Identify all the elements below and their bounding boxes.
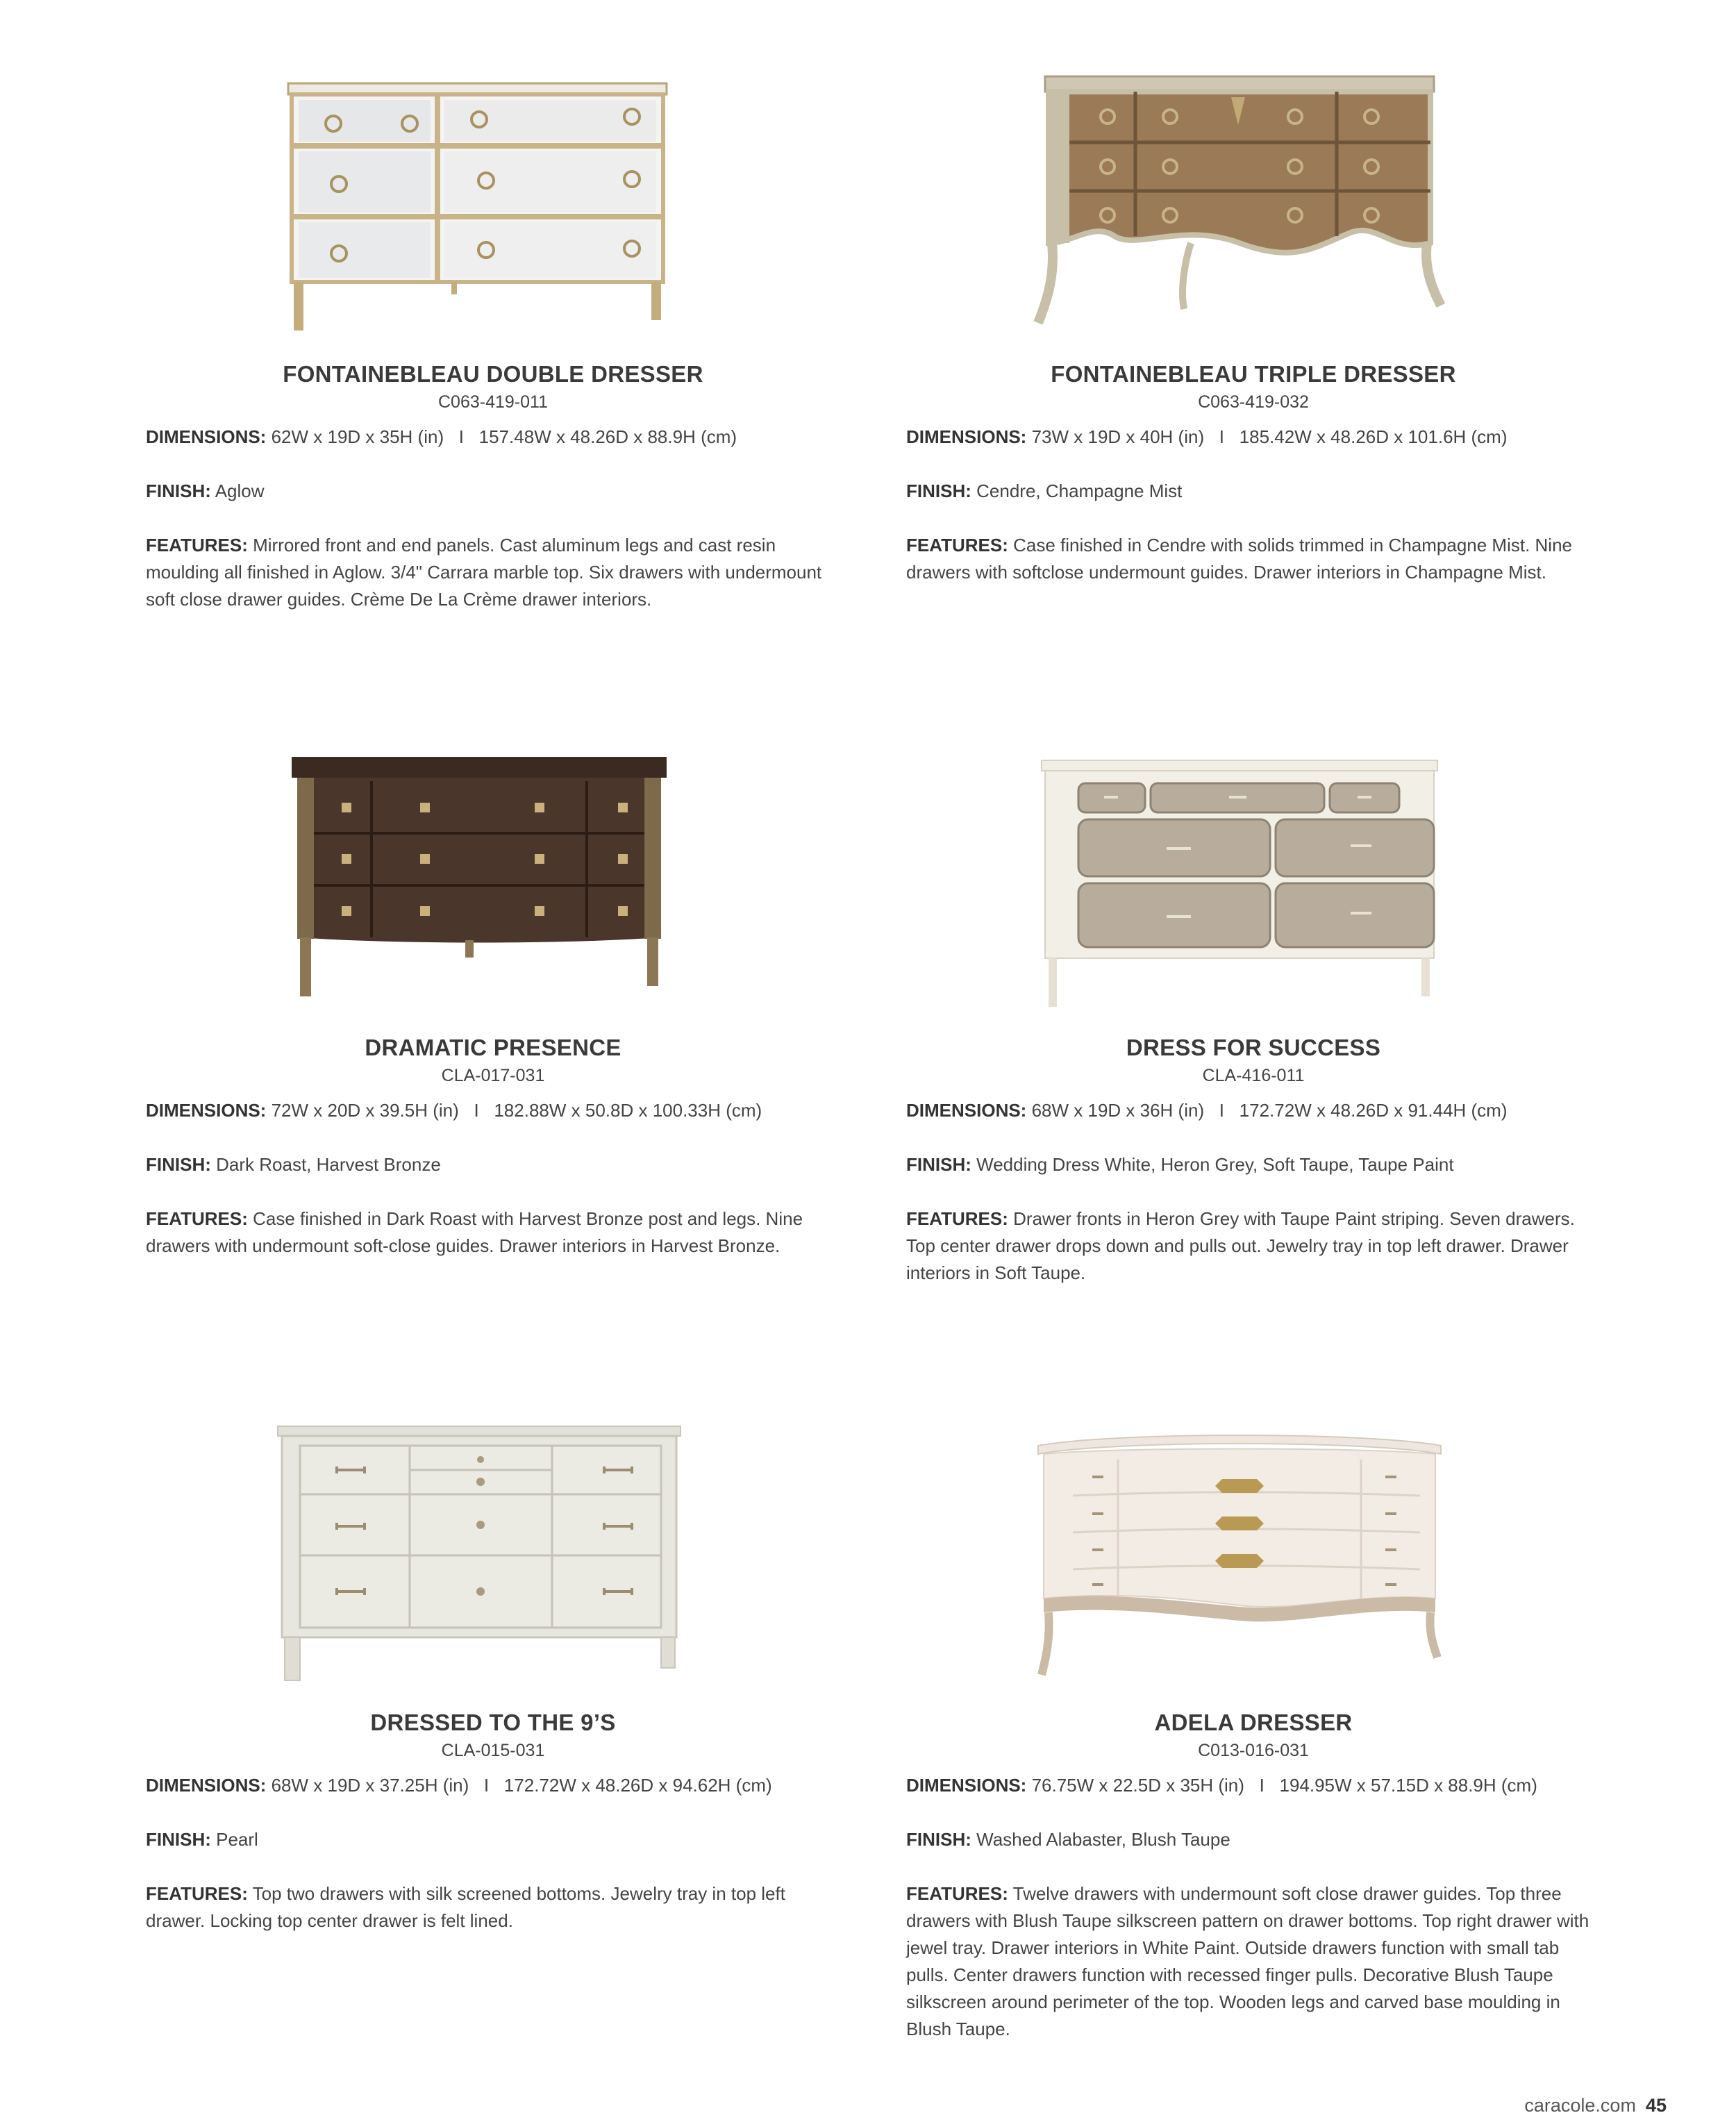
product-name: DRAMATIC PRESENCE <box>365 1035 621 1060</box>
product-dimensions <box>146 1097 840 1124</box>
product-features <box>906 1205 1601 1287</box>
features-value: Top two drawers with silk screened bottoms. Jewelry tray in top left drawer. Locking top center drawer is felt lined. <box>146 1883 785 1931</box>
features-value: Mirrored front and end panels. Cast aluminum legs and cast resin moulding all finished in Aglow. 3/4" Carrara marble top. Six drawers with undermount soft close drawer guides. Crème De La Crème drawer interiors. <box>146 535 822 610</box>
product-sku: C063-419-011 <box>438 392 548 412</box>
product-name: DRESSED TO THE 9’S <box>370 1710 616 1735</box>
product-sku: CLA-017-031 <box>441 1066 545 1085</box>
product-features <box>906 532 1601 586</box>
product-features <box>146 1880 840 1935</box>
finish-value: Aglow <box>215 481 265 501</box>
finish-value: Cendre, Champagne Mist <box>976 481 1183 501</box>
product-sku: CLA-015-031 <box>441 1741 545 1760</box>
features-label: FEATURES: <box>906 535 1008 555</box>
finish-label: FINISH: <box>906 1829 971 1850</box>
product-dimensions <box>146 1772 840 1799</box>
features-value: Case finished in Cendre with solids trimmed in Champagne Mist. Nine drawers with softclose undermount guides. Drawer interiors in Champagne Mist. <box>906 535 1573 583</box>
product-image <box>906 1362 1601 1689</box>
product-finish <box>906 1151 1601 1178</box>
dimensions-label: DIMENSIONS: <box>146 1100 267 1121</box>
finish-label: FINISH: <box>146 1829 211 1850</box>
dimensions-label: DIMENSIONS: <box>906 426 1027 447</box>
features-value: Twelve drawers with undermount soft close drawer guides. Top three drawers with Blush Taupe silkscreen pattern on drawer bottoms. Top right drawer with jewel tray. Drawer interiors in White Paint. Outside drawers function with small tab pulls. Center drawers function with recessed finger pulls. Decorative Blush Taupe silkscreen around perimeter of the top. Wooden legs and carved base moulding in Blush Taupe. <box>906 1883 1589 2039</box>
product-name: ADELA DRESSER <box>1154 1710 1353 1735</box>
product-name: FONTAINEBLEAU TRIPLE DRESSER <box>1051 361 1456 387</box>
product-sku: C013-016-031 <box>1198 1741 1309 1760</box>
page-footer <box>1524 2095 1667 2116</box>
product-image <box>146 687 840 1014</box>
product-finish <box>146 1826 840 1853</box>
finish-label: FINISH: <box>146 1154 211 1175</box>
finish-label: FINISH: <box>906 1154 971 1175</box>
product-finish <box>906 478 1601 505</box>
finish-value: Wedding Dress White, Heron Grey, Soft Taupe, Taupe Paint <box>976 1154 1454 1175</box>
product-image <box>906 687 1601 1014</box>
product-features <box>146 532 840 613</box>
product-name: FONTAINEBLEAU DOUBLE DRESSER <box>283 361 703 387</box>
features-value: Case finished in Dark Roast with Harvest Bronze post and legs. Nine drawers with undermount soft-close guides. Drawer interiors in Harvest Bronze. <box>146 1208 803 1256</box>
features-label: FEATURES: <box>906 1208 1008 1229</box>
finish-value: Pearl <box>216 1829 258 1850</box>
dimensions-label: DIMENSIONS: <box>906 1775 1027 1796</box>
dimensions-label: DIMENSIONS: <box>146 426 267 447</box>
dimensions-value: 73W x 19D x 40H (in) I 185.42W x 48.26D x 101.6H (cm) <box>1031 426 1508 447</box>
product-sku: CLA-416-011 <box>1202 1066 1305 1085</box>
features-label: FEATURES: <box>146 1883 248 1904</box>
dimensions-label: DIMENSIONS: <box>906 1100 1027 1121</box>
product-image <box>146 1362 840 1689</box>
finish-label: FINISH: <box>146 481 211 501</box>
product-image <box>146 14 840 340</box>
finish-value: Washed Alabaster, Blush Taupe <box>976 1829 1230 1850</box>
product-features <box>146 1205 840 1260</box>
finish-label: FINISH: <box>906 481 971 501</box>
page-number: 45 <box>1645 2095 1667 2116</box>
features-label: FEATURES: <box>146 535 248 555</box>
product-features <box>906 1880 1601 2043</box>
product-dimensions <box>906 1097 1601 1124</box>
product-dimensions <box>906 1772 1601 1799</box>
product-dimensions <box>906 424 1601 451</box>
product-finish <box>906 1826 1601 1853</box>
dimensions-value: 68W x 19D x 37.25H (in) I 172.72W x 48.26D x 94.62H (cm) <box>271 1775 772 1796</box>
product-dimensions <box>146 424 840 451</box>
dimensions-label: DIMENSIONS: <box>146 1775 267 1796</box>
dimensions-value: 72W x 20D x 39.5H (in) I 182.88W x 50.8D x 100.33H (cm) <box>271 1100 762 1121</box>
product-sku: C063-419-032 <box>1198 392 1309 412</box>
features-value: Drawer fronts in Heron Grey with Taupe Paint striping. Seven drawers. Top center drawer drops down and pulls out. Jewelry tray in top left drawer. Drawer interiors in Soft Taupe. <box>906 1208 1575 1283</box>
finish-value: Dark Roast, Harvest Bronze <box>216 1154 441 1175</box>
site-link[interactable]: caracole.com <box>1524 2095 1636 2116</box>
product-finish <box>146 1151 840 1178</box>
dimensions-value: 62W x 19D x 35H (in) I 157.48W x 48.26D x 88.9H (cm) <box>271 426 737 447</box>
product-image <box>906 14 1601 340</box>
product-finish <box>146 478 840 505</box>
features-label: FEATURES: <box>146 1208 248 1229</box>
dimensions-value: 76.75W x 22.5D x 35H (in) I 194.95W x 57.15D x 88.9H (cm) <box>1031 1775 1537 1796</box>
product-name: DRESS FOR SUCCESS <box>1126 1035 1381 1060</box>
features-label: FEATURES: <box>906 1883 1008 1904</box>
dimensions-value: 68W x 19D x 36H (in) I 172.72W x 48.26D x 91.44H (cm) <box>1031 1100 1508 1121</box>
